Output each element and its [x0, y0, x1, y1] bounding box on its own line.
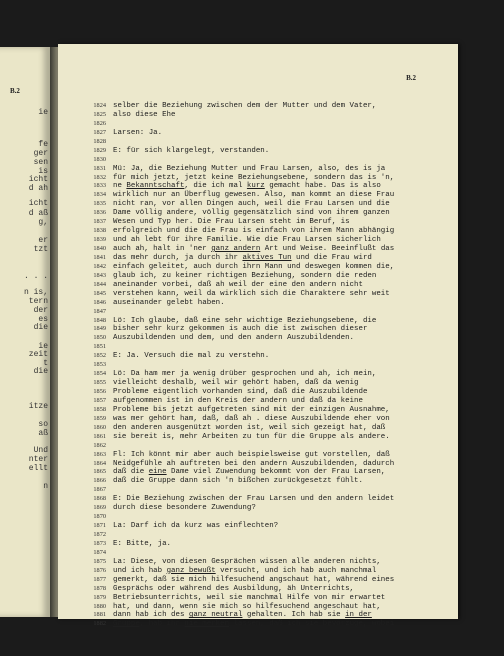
- line-number: 1834: [93, 191, 106, 199]
- line-number: 1849: [93, 325, 106, 333]
- underlined-text: nie merken: [184, 620, 230, 629]
- text-segment: lassen, daß ich sie bevorzuge, wobei: [229, 620, 395, 629]
- text-segment: und ich hab: [113, 566, 167, 575]
- transcript-line: [88, 388, 468, 397]
- line-text: [113, 334, 354, 343]
- line-number: 1865: [93, 468, 106, 476]
- line-text: [113, 209, 390, 218]
- left-page-fragment: is: [38, 167, 48, 176]
- transcript-line: [88, 174, 468, 183]
- line-number: 1850: [93, 334, 106, 342]
- left-page-fragment: so: [38, 420, 48, 429]
- transcript-line: [88, 263, 468, 272]
- book-spine: [50, 47, 58, 617]
- text-segment: Lö: Ich glaube, daß eine sehr wichtige Beziehungsebene, die: [113, 316, 377, 325]
- transcript-line: [88, 325, 468, 334]
- text-segment: Wesen und Typ her. Die Frau Larsen steht im Beruf, is: [113, 218, 350, 227]
- transcript-lines: [88, 102, 468, 629]
- line-text: [113, 460, 394, 469]
- left-page-fragment: . . .: [23, 272, 48, 281]
- line-text: [113, 245, 394, 254]
- line-text: [113, 254, 372, 263]
- transcript-line: [88, 236, 468, 245]
- line-number: 1862: [93, 441, 106, 449]
- line-text: [113, 370, 376, 379]
- transcript-line: [88, 111, 468, 120]
- line-number: 1878: [93, 584, 106, 592]
- left-page-fragment: n is,: [23, 288, 48, 297]
- line-number: 1871: [93, 522, 106, 530]
- line-text: [113, 603, 381, 612]
- line-text: [113, 522, 278, 531]
- line-number: 1827: [93, 128, 106, 136]
- text-segment: daß die: [113, 468, 149, 477]
- line-number: 1841: [93, 253, 106, 261]
- document-page: [58, 44, 458, 629]
- text-segment: hat, und dann, wenn sie mich so hilfesuchend angeschaut hat,: [113, 602, 381, 611]
- line-text: [113, 129, 162, 138]
- transcript-line: [88, 138, 468, 147]
- line-number: 1847: [93, 307, 106, 315]
- text-segment: Probleme bis jetzt aufgetreten sind mit der einzigen Ausnahme,: [113, 405, 390, 414]
- text-segment: selber die Beziehung zwischen dem der Mutter und dem Vater,: [113, 102, 377, 110]
- text-segment: durch diese besondere Zuwendung?: [113, 504, 256, 513]
- line-number: 1846: [93, 298, 106, 306]
- left-page-fragment: d aß: [28, 209, 48, 218]
- text-segment: dann hab ich des: [113, 611, 189, 620]
- underlined-text: aktives Tun: [242, 253, 292, 262]
- transcript-line: [88, 611, 468, 620]
- line-number: 1835: [93, 200, 106, 208]
- text-segment: Dame völlig andere, völlig gegensätzlich sind von ihrem ganzen: [113, 209, 390, 218]
- left-page-fragment: Und: [33, 446, 48, 455]
- line-number: 1881: [93, 611, 106, 619]
- line-text: [113, 379, 358, 388]
- line-text: [113, 558, 381, 567]
- text-segment: für mich jetzt, jetzt keine Beziehungsebene, sondern das is 'n,: [113, 173, 395, 182]
- line-text: [113, 415, 390, 424]
- transcript-line: [88, 317, 468, 326]
- transcript-line: [88, 361, 468, 370]
- line-text: [113, 299, 225, 308]
- transcript-line: [88, 620, 468, 629]
- line-text: [113, 111, 176, 120]
- line-number: 1845: [93, 289, 106, 297]
- left-page-fragment: zeit: [28, 350, 48, 359]
- underlined-text: ganz bewußt: [166, 566, 216, 575]
- line-text: [113, 611, 372, 620]
- line-text: [113, 504, 256, 513]
- transcript-line: [88, 218, 468, 227]
- line-number: 1876: [93, 566, 106, 574]
- text-segment: E: für sich klargelegt, verstanden.: [113, 146, 270, 155]
- left-page-fragment: icht: [28, 175, 48, 184]
- transcript-line: [88, 281, 468, 290]
- line-number: 1832: [93, 173, 106, 181]
- text-segment: daß die Gruppe dann sich 'n bißchen zurückgesetzt fühlt.: [113, 477, 363, 486]
- left-page-fragment: es: [38, 315, 48, 324]
- left-page-fragment: ellt: [28, 464, 48, 473]
- line-number: 1869: [93, 504, 106, 512]
- left-page-fragment: der: [33, 306, 48, 315]
- line-number: 1829: [93, 146, 106, 154]
- line-text: [113, 281, 363, 290]
- transcript-line: [88, 254, 468, 263]
- transcript-line: [88, 603, 468, 612]
- left-page: [0, 47, 51, 617]
- text-segment: Neidgefühle ah auftreten bei den andern Auszubildenden, dadurch: [113, 459, 395, 468]
- line-number: 1853: [93, 361, 106, 369]
- line-number: 1842: [93, 262, 106, 270]
- left-page-fragment: tern: [28, 297, 48, 306]
- line-number: 1839: [93, 236, 106, 244]
- text-segment: Probleme eigentlich vorhanden sind, daß die Auszubildende: [113, 388, 368, 396]
- line-text: [113, 317, 376, 326]
- transcript-line: [88, 120, 468, 129]
- line-text: [113, 468, 385, 477]
- transcript-line: [88, 308, 468, 317]
- line-number: 1851: [93, 343, 106, 351]
- underlined-text: in der: [345, 611, 372, 620]
- transcript-line: [88, 442, 468, 451]
- text-segment: Mü: Ja, die Beziehung Mutter und Frau Larsen, also, des is ja: [113, 164, 386, 173]
- line-number: 1863: [93, 450, 106, 458]
- line-number: 1843: [93, 271, 106, 279]
- line-text: [113, 424, 385, 433]
- line-number: 1870: [93, 513, 106, 521]
- left-page-fragment: d ah: [28, 184, 48, 193]
- text-segment: gehalten. Ich hab sie: [242, 611, 346, 620]
- text-segment: La: Darf ich da kurz was einflechten?: [113, 522, 279, 531]
- transcript-line: [88, 200, 468, 209]
- line-text: [113, 620, 394, 629]
- transcript-line: [88, 156, 468, 165]
- text-segment: das mehr durch, ja durch ihr: [113, 253, 243, 262]
- text-segment: , hab ihr: [139, 620, 185, 629]
- transcript-line: [88, 147, 468, 156]
- text-segment: auch ah, halt in 'ner: [113, 245, 212, 253]
- transcript-line: [88, 299, 468, 308]
- line-text: [113, 263, 394, 272]
- line-number: 1867: [93, 486, 106, 494]
- text-segment: Art und Weise. Beeinflußt das: [260, 245, 395, 253]
- line-number: 1855: [93, 379, 106, 387]
- left-page-fragment: ger: [33, 149, 48, 158]
- left-page-fragment: ie: [38, 342, 48, 351]
- line-text: [113, 272, 376, 281]
- line-text: [113, 218, 350, 227]
- left-page-fragment: er: [38, 236, 48, 245]
- line-number: 1877: [93, 575, 106, 583]
- text-segment: Larsen: Ja.: [113, 128, 163, 137]
- left-page-fragment: icht: [28, 199, 48, 208]
- transcript-line: [88, 424, 468, 433]
- text-segment: und die Frau wird: [291, 253, 372, 262]
- line-number: 1836: [93, 209, 106, 217]
- transcript-line: [88, 433, 468, 442]
- transcript-line: [88, 165, 468, 174]
- line-number: 1864: [93, 459, 106, 467]
- text-segment: gemacht habe. Das is also: [264, 182, 381, 191]
- line-number: 1852: [93, 352, 106, 360]
- left-page-label: B.2: [10, 87, 20, 95]
- transcript-line: [88, 522, 468, 531]
- left-page-fragment: sen: [33, 158, 48, 167]
- line-number: 1874: [93, 548, 106, 556]
- line-number: 1872: [93, 531, 106, 538]
- line-number: 1838: [93, 227, 106, 235]
- text-segment: und ah lebt für ihre Familie. Wie die Frau Larsen sicherlich: [113, 236, 381, 245]
- transcript-line: [88, 209, 468, 218]
- line-text: [113, 540, 171, 549]
- line-text: [113, 585, 354, 594]
- left-page-fragment: n: [43, 482, 48, 491]
- transcript-line: [88, 585, 468, 594]
- line-text: [113, 191, 394, 200]
- left-page-fragment: itze: [28, 402, 48, 411]
- line-number: 1840: [93, 245, 106, 252]
- line-number: 1848: [93, 316, 106, 324]
- transcript-line: [88, 102, 468, 111]
- line-text: [113, 165, 385, 174]
- left-page-fragment: t: [43, 359, 48, 368]
- transcript-line: [88, 406, 468, 415]
- transcript-line: [88, 290, 468, 299]
- line-number: 1830: [93, 155, 106, 163]
- line-number: 1875: [93, 557, 106, 565]
- transcript-line: [88, 477, 468, 486]
- transcript-line: [88, 460, 468, 469]
- transcript-line: [88, 129, 468, 138]
- left-page-fragment: g,: [38, 218, 48, 227]
- line-number: 1880: [93, 602, 106, 610]
- line-text: [113, 325, 367, 334]
- left-page-fragment: fe: [38, 140, 48, 149]
- transcript-line: [88, 272, 468, 281]
- text-segment: Betriebsunterrichts, weil sie manchmal Hilfe von mir erwartet: [113, 593, 386, 602]
- text-segment: verstehen kann, weil da wirklich sich die Charaktere sehr weit: [113, 289, 390, 298]
- line-number: 1868: [93, 495, 106, 503]
- text-segment: einfach geleitet, auch durch ihrn Mann und deswegen kommen die,: [113, 262, 395, 271]
- transcript-line: [88, 486, 468, 495]
- transcript-line: [88, 594, 468, 603]
- transcript-line: [88, 343, 468, 352]
- line-number: 1833: [93, 182, 106, 190]
- line-number: 1828: [93, 137, 106, 145]
- line-text: [113, 147, 269, 156]
- line-number: 1879: [93, 593, 106, 601]
- text-segment: versucht, und ich hab auch manchmal: [215, 566, 377, 575]
- text-segment: , die ich mal: [184, 182, 247, 191]
- transcript-line: [88, 513, 468, 522]
- line-text: [113, 227, 394, 236]
- line-number: 1861: [93, 432, 106, 440]
- text-segment: gemerkt, daß sie mich hilfesuchend angschaut hat, während eines: [113, 575, 395, 584]
- transcript-line: [88, 558, 468, 567]
- transcript-line: [88, 191, 468, 200]
- underlined-text: eine: [148, 468, 167, 477]
- transcript-line: [88, 370, 468, 379]
- text-segment: erfolgreich und die die Frau is einfach von ihrem Mann abhängig: [113, 227, 395, 236]
- transcript-line: [88, 379, 468, 388]
- text-segment: auseinander gelebt haben.: [113, 298, 225, 307]
- line-text: [113, 397, 363, 406]
- text-segment: den anderen ausgenützt worden ist, weil sich gezeigt hat, daß: [113, 423, 386, 432]
- text-segment: aufgenommen ist in den Kreis der andern und daß da keine: [113, 396, 363, 405]
- underlined-text: ganz neutral: [188, 611, 243, 620]
- left-page-fragment: die: [33, 367, 48, 376]
- left-page-fragment: tzt: [33, 245, 48, 254]
- line-number: 1858: [93, 405, 106, 413]
- page-label: B.2: [406, 74, 416, 82]
- transcript-line: [88, 451, 468, 460]
- line-text: [113, 495, 394, 504]
- line-text: [113, 451, 390, 460]
- line-number: 1856: [93, 388, 106, 395]
- text-segment: Dame viel Zuwendung bekommt von der Frau Larsen,: [166, 468, 386, 477]
- transcript-line: [88, 334, 468, 343]
- line-number: 1866: [93, 477, 106, 485]
- line-number: 1837: [93, 218, 106, 226]
- transcript-line: [88, 468, 468, 477]
- text-segment: was mer gehört ham, daß, daß ah . diese Auszubildende eher von: [113, 414, 390, 423]
- text-segment: glaub ich, zu keiner richtigen Beziehung, sondern die reden: [113, 271, 377, 280]
- line-number: 1844: [93, 280, 106, 288]
- transcript-line: [88, 531, 468, 540]
- line-text: [113, 200, 390, 209]
- transcript-line: [88, 397, 468, 406]
- text-segment: La: Diese, von diesen Gesprächen wissen alle anderen nichts,: [113, 557, 381, 566]
- text-segment: also diese Ehe: [113, 110, 176, 119]
- line-text: [113, 576, 394, 585]
- left-page-fragment: aß: [38, 429, 48, 438]
- line-number: 1854: [93, 370, 106, 378]
- text-segment: Lö: Da ham mer ja wenig drüber gesprochen und ah, ich mein,: [113, 370, 377, 379]
- left-page-fragment: die: [33, 323, 48, 332]
- transcript-line: [88, 576, 468, 585]
- line-number: 1860: [93, 423, 106, 431]
- line-number: 1826: [93, 119, 106, 127]
- transcript-line: [88, 227, 468, 236]
- line-text: [113, 433, 390, 442]
- text-segment: E: Die Beziehung zwischen der Frau Larsen und den andern leidet: [113, 495, 395, 504]
- line-number: 1873: [93, 539, 106, 547]
- transcript-line: [88, 540, 468, 549]
- transcript-line: [88, 549, 468, 558]
- line-text: [113, 594, 385, 603]
- text-segment: aneinander vorbei, daß ah weil der eine den andern nicht: [113, 280, 363, 289]
- transcript-line: [88, 504, 468, 513]
- line-text: [113, 174, 394, 183]
- transcript-line: [88, 415, 468, 424]
- line-number: 1857: [93, 396, 106, 404]
- line-number: 1824: [93, 102, 106, 109]
- line-text: [113, 477, 363, 486]
- transcript-line: [88, 245, 468, 254]
- line-text: [113, 102, 376, 111]
- text-segment: wirklich nur an Überflug gewesen. Also, man kommt an diese Frau: [113, 191, 395, 200]
- line-text: [113, 290, 390, 299]
- text-segment: nicht ran, vor allen Dingen auch, weil die Frau Larsen und die: [113, 200, 390, 209]
- underlined-text: Bekanntschaft: [126, 182, 185, 191]
- text-segment: Fl: Ich könnt mir aber auch beispielsweise gut vorstellen, daß: [113, 450, 390, 459]
- transcript-line: [88, 567, 468, 576]
- text-segment: vielleicht deshalb, weil wir gehört haben, daß da wenig: [113, 379, 359, 388]
- text-segment: ne: [113, 182, 127, 191]
- text-segment: sie bereit is, mehr Arbeiten zu tun für die Gruppe als andere.: [113, 432, 390, 441]
- text-segment: E: Bitte, ja.: [113, 539, 172, 548]
- transcript-line: [88, 495, 468, 504]
- underlined-text: ganz andern: [211, 245, 261, 253]
- text-segment: bisher sehr kurz gekommen is auch die ist zwischen dieser: [113, 325, 368, 334]
- transcript-line: [88, 352, 468, 361]
- text-segment: E: Ja. Versuch die mal zu verstehn.: [113, 352, 270, 361]
- underlined-text: Gruppe: [113, 620, 140, 629]
- line-text: [113, 567, 376, 576]
- text-segment: Auszubildenden und dem, und den andern Auszubildenden.: [113, 334, 355, 343]
- line-text: [113, 388, 367, 397]
- line-number: 1831: [93, 164, 106, 172]
- line-text: [113, 406, 390, 415]
- left-page-fragment: ie: [38, 108, 48, 117]
- line-number: 1882: [93, 620, 106, 628]
- underlined-text: kurz: [246, 182, 265, 191]
- line-text: [113, 236, 381, 245]
- text-segment: Gesprächs oder während des Ausbildung, äh Unterrichts,: [113, 584, 355, 593]
- line-text: [113, 352, 269, 361]
- line-number: 1859: [93, 414, 106, 422]
- left-page-fragment: nter: [28, 455, 48, 464]
- line-number: 1825: [93, 110, 106, 118]
